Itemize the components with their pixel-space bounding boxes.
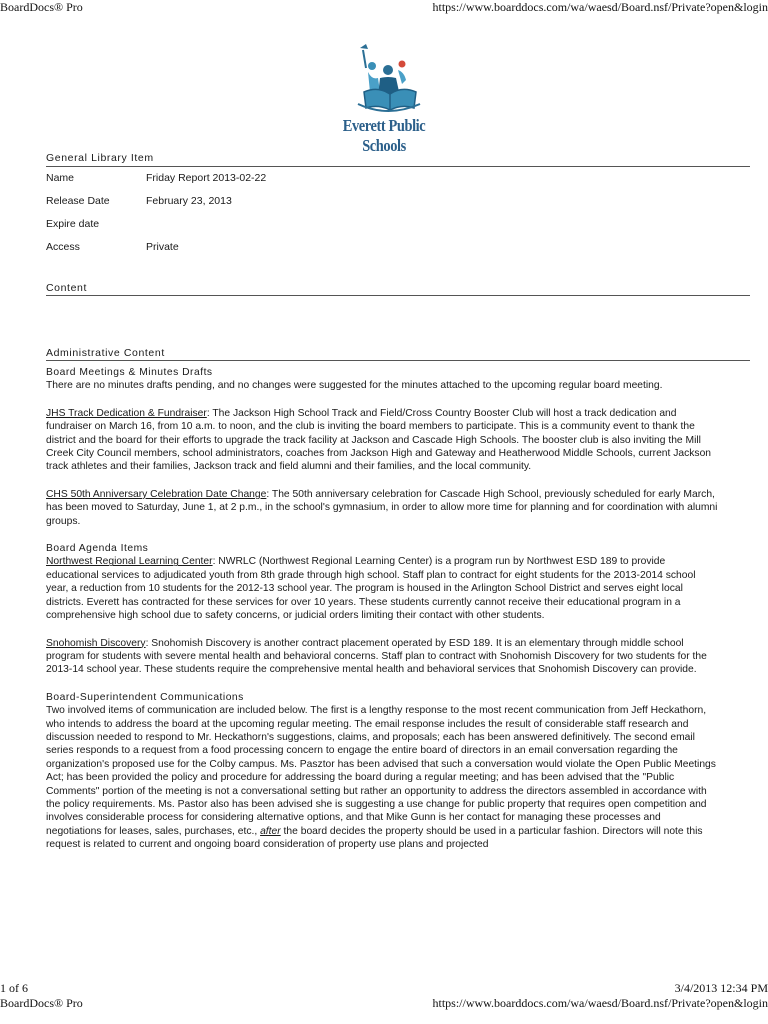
divider: [46, 295, 750, 296]
board-meetings-heading: Board Meetings & Minutes Drafts: [46, 367, 213, 378]
field-value: February 23, 2013: [146, 195, 232, 207]
jhs-track-text: : The Jackson High School Track and Field/Cross Country Booster Club will host a track dedication and fundraiser on March 16, from 10 a.m. to noon, and the club is inviting the board members to participate. This is a community event to thank the district and the board for their efforts to upgrade the track facility at Jackson and Cascade High Schools. The booster club is also inviting the Mill Creek City Council members, school administrators, coaches from Jackson High and Gateway and Heatherwood Middle Schools, current Jackson track athletes and their families, Jackson track and field alumni and their families, and the local community.: [46, 407, 712, 473]
board-meetings-block: [46, 366, 718, 393]
next-page-title: BoardDocs® Pro: [0, 996, 83, 1010]
communications-text: Two involved items of communication are included below. The first is a lengthy response to the most recent communication from Jeff Heckathorn, who intends to address the board at the upcoming regular meeting. The email response includes the result of considerable staff research and discussion needed to respond to Mr. Heckathorn's suggestions, claims, and proposals; each has been answered definitively. The second email series responds to a request from a food processing concern to engage the entire board of directors in an email conversation regarding the organization's proposed use for the Colby campus. Ms. Pasztor has been advised that such a conversation would violate the Open Public Meetings Act; has been provided the policy and procedure for addressing the board during a regular meeting; and has been advised that the "Public Comments" portion of the meeting is not a conversational setting but rather an opportunity to address the directors assembled in accordance with the policy requirements. Ms. Pastor also has been advised she is suggesting a use change for public property that requires open competition and involves considerable process for considering alternative options, and that Mike Gunn is her contact for managing these processes and negotiations for leases, sales, purchases, etc.,: [46, 705, 716, 837]
communications-emphasis: after: [260, 825, 281, 837]
communications-heading: Board-Superintendent Communications: [46, 691, 244, 703]
next-page-header: [0, 996, 768, 1012]
next-page-url: https://www.boarddocs.com/wa/waesd/Board.nsf/Private?open&login: [432, 996, 768, 1010]
chs-anniversary-text: : The 50th anniversary celebration for Cascade High School, previously scheduled for early March, has been moved to Saturday, June 1, at 2 p.m., in the school's gymnasium, in order to allow more time for planning and for coordination with alumni groups.: [46, 488, 718, 527]
logo-text: Everett Public Schools: [342, 116, 426, 155]
general-library-item-heading: General Library Item: [46, 152, 154, 164]
divider: [46, 166, 750, 167]
print-header-url: https://www.boarddocs.com/wa/waesd/Board.nsf/Private?open&login: [432, 0, 768, 14]
snohomish-text: : Snohomish Discovery is another contract placement operated by ESD 189. It is an elementary through middle school program for students with severe mental health and behavioral concerns. Staff plan to contract with Snohomish Discovery for two students for the 2013-14 school year. These students require the comprehensive mental health and behavioral services that Snohomish Discovery can provide.: [46, 637, 707, 676]
field-label: Access: [46, 241, 80, 253]
print-header-title: BoardDocs® Pro: [0, 0, 83, 14]
print-datetime: 3/4/2013 12:34 PM: [674, 981, 768, 995]
board-agenda-heading: Board Agenda Items: [46, 543, 149, 555]
print-header: [0, 0, 768, 16]
administrative-content-heading: Administrative Content: [46, 347, 165, 359]
field-value: Friday Report 2013-02-22: [146, 172, 267, 184]
nwrlc-link[interactable]: Northwest Regional Learning Center: [46, 556, 213, 568]
communications-block: [46, 691, 718, 852]
chs-anniversary-block: [46, 488, 718, 528]
board-agenda-block: [46, 542, 718, 622]
page-number: 1 of 6: [0, 981, 28, 995]
communications-text-continued: the board decides the property should be used in a particular fashion. Directors will note this request is related to current and ongoing board consideration of property use plans and projected: [46, 825, 703, 851]
jhs-track-link[interactable]: JHS Track Dedication & Fundraiser: [46, 407, 207, 419]
field-label: Expire date: [46, 218, 100, 230]
field-label: Release Date: [46, 195, 110, 207]
children-reading-book-logo-icon: [322, 42, 446, 116]
board-meetings-text: There are no minutes drafts pending, and no changes were suggested for the minutes attached to the upcoming regular board meeting.: [46, 380, 663, 392]
nwrlc-text: : NWRLC (Northwest Regional Learning Center) is a program run by Northwest ESD 189 to provide educational services to adjudicated youth from 8th grade through high school. Staff plan to contract for eight students for the 2013-2014 school year, a reduction from 10 students for the 2012-13 school year. The program is housed in the Arlington School District and serves eight local districts. Everett has contracted for these services for over 10 years. These students currently cannot receive their educational program in a comprehensive high school due to safety concerns, or judicial orders limiting their contact with other students.: [46, 556, 696, 622]
content-heading: Content: [46, 282, 87, 294]
snohomish-block: [46, 637, 718, 677]
field-label: Name: [46, 172, 75, 184]
administrative-content-body: [46, 366, 718, 866]
snohomish-link[interactable]: Snohomish Discovery: [46, 637, 146, 649]
jhs-track-block: [46, 407, 718, 474]
divider: [46, 360, 750, 361]
field-value: Private: [146, 241, 179, 253]
chs-anniversary-link[interactable]: CHS 50th Anniversary Celebration Date Change: [46, 488, 267, 500]
district-logo: [322, 42, 446, 155]
